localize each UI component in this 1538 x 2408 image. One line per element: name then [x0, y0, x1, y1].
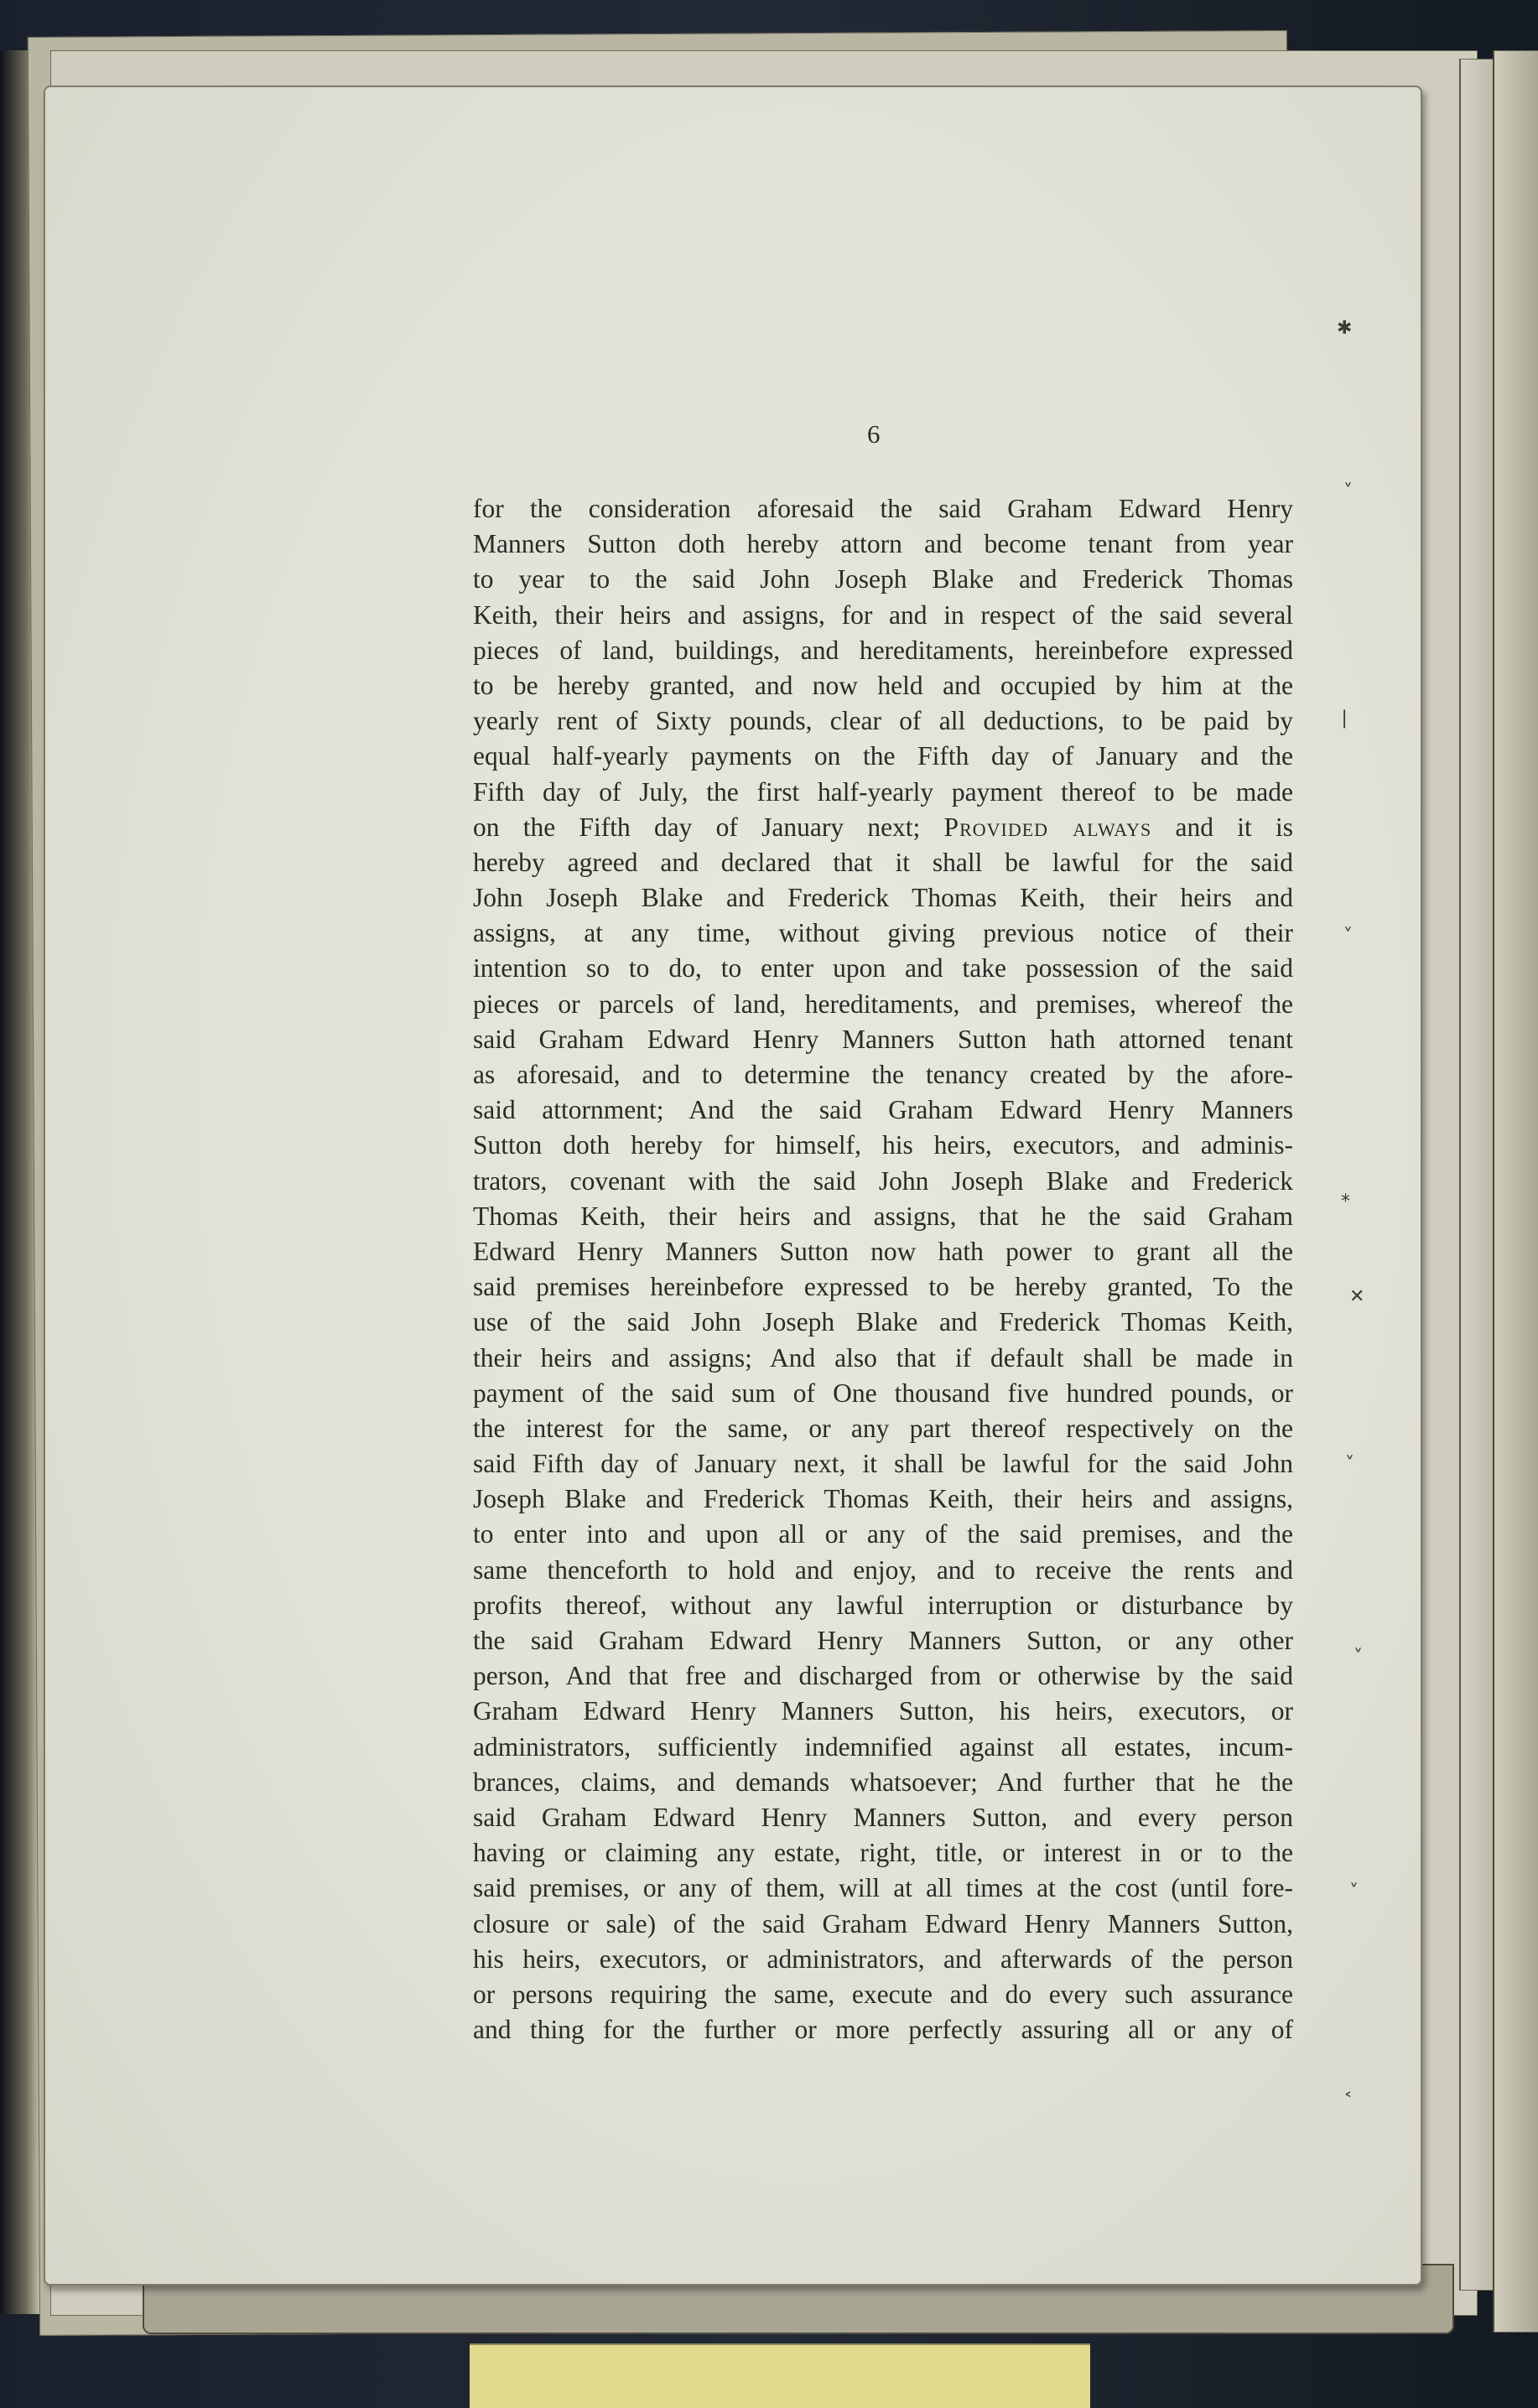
text-line: hereby agreed and declared that it shall be lawful for the said	[473, 847, 1293, 877]
text-line: or persons requiring the same, execute and do every such assurance	[473, 1979, 1293, 2009]
stitch-mark: ˅	[1354, 1647, 1363, 1668]
stitch-mark: ˅	[1345, 1454, 1354, 1475]
stitch-mark: ❘	[1337, 708, 1353, 729]
body-text	[473, 491, 1293, 2047]
text-line: Joseph Blake and Frederick Thomas Keith, their heirs and assigns,	[473, 1484, 1293, 1514]
text-line: and thing for the further or more perfectly assuring all or any of	[473, 2015, 1293, 2045]
text-line: intention so to do, to enter upon and take possession of the said	[473, 953, 1293, 983]
stitch-mark: ˂	[1343, 2091, 1353, 2112]
text-line: same thenceforth to hold and enjoy, and to receive the rents and	[473, 1554, 1293, 1585]
text-line: administrators, sufficiently indemnified against all estates, incum-	[473, 1731, 1293, 1762]
text-line: profits thereof, without any lawful interruption or disturbance by	[473, 1590, 1293, 1620]
stitch-mark: ⁎	[1341, 1186, 1350, 1207]
text-line: payment of the said sum of One thousand five hundred pounds, or	[473, 1378, 1293, 1408]
page-edges-right	[1493, 50, 1538, 2333]
text-line: equal half-yearly payments on the Fifth day of January and the	[473, 741, 1293, 771]
text-run: on the Fifth day of January next;	[473, 812, 944, 842]
small-caps-text: Provided always	[943, 812, 1152, 842]
text-line: Thomas Keith, their heirs and assigns, that he the said Graham	[473, 1201, 1293, 1231]
stitch-mark: ✱	[1337, 318, 1353, 339]
text-line: Manners Sutton doth hereby attorn and become tenant from year	[473, 529, 1293, 559]
text-line: said premises hereinbefore expressed to be hereby granted, To the	[473, 1272, 1293, 1302]
text-line: to enter into and upon all or any of the said premises, and the	[473, 1519, 1293, 1549]
text-line: Sutton doth hereby for himself, his heirs, executors, and adminis-	[473, 1130, 1293, 1160]
text-line: having or claiming any estate, right, title, or interest in or to the	[473, 1838, 1293, 1868]
text-line: yearly rent of Sixty pounds, clear of all deductions, to be paid by	[473, 706, 1293, 736]
text-line: use of the said John Joseph Blake and Frederick Thomas Keith,	[473, 1307, 1293, 1337]
text-line: assigns, at any time, without giving previous notice of their	[473, 918, 1293, 948]
yellow-paper-slip	[470, 2343, 1090, 2408]
stitch-mark: ˅	[1343, 481, 1353, 502]
stitch-mark: ✕	[1349, 1286, 1365, 1307]
text-line: Fifth day of July, the first half-yearly payment thereof to be made	[473, 776, 1293, 807]
text-line: John Joseph Blake and Frederick Thomas Keith, their heirs and	[473, 883, 1293, 913]
text-line: for the consideration aforesaid the said Graham Edward Henry	[473, 494, 1293, 523]
text-line: trators, covenant with the said John Joseph Blake and Frederick	[473, 1165, 1293, 1196]
text-line: person, And that free and discharged from or otherwise by the said	[473, 1661, 1293, 1691]
text-line: pieces or parcels of land, hereditaments, and premises, whereof the	[473, 989, 1293, 1019]
page-number: 6	[867, 419, 881, 449]
stitch-mark: ˅	[1343, 926, 1353, 947]
text-line: said premises, or any of them, will at all times at the cost (until fore-	[473, 1873, 1293, 1903]
text-line: Keith, their heirs and assigns, for and in respect of the said several	[473, 599, 1293, 630]
text-line: his heirs, executors, or administrators, and afterwards of the person	[473, 1944, 1293, 1974]
text-line: the said Graham Edward Henry Manners Sutton, or any other	[473, 1626, 1293, 1655]
text-run: and it is	[1151, 812, 1294, 842]
text-line: Edward Henry Manners Sutton now hath power to grant all the	[473, 1236, 1293, 1266]
text-line: their heirs and assigns; And also that if default shall be made in	[473, 1342, 1293, 1373]
text-line: said Graham Edward Henry Manners Sutton hath attorned tenant	[473, 1024, 1293, 1054]
text-line: to be hereby granted, and now held and occupied by him at the	[473, 670, 1293, 700]
document-page	[44, 86, 1422, 2286]
text-line: brances, claims, and demands whatsoever; And further that he the	[473, 1767, 1293, 1797]
text-line: Graham Edward Henry Manners Sutton, his heirs, executors, or	[473, 1696, 1293, 1726]
text-line: said attornment; And the said Graham Edward Henry Manners	[473, 1095, 1293, 1125]
text-line: closure or sale) of the said Graham Edward Henry Manners Sutton,	[473, 1908, 1293, 1938]
text-line	[473, 810, 1293, 845]
text-line: the interest for the same, or any part thereof respectively on the	[473, 1413, 1293, 1443]
stitch-mark: ˅	[1349, 1881, 1359, 1902]
text-line: pieces of land, buildings, and hereditaments, hereinbefore expressed	[473, 635, 1293, 665]
text-line: said Graham Edward Henry Manners Sutton, and every person	[473, 1802, 1293, 1832]
text-line: as aforesaid, and to determine the tenancy created by the afore-	[473, 1060, 1293, 1089]
text-line: to year to the said John Joseph Blake and Frederick Thomas	[473, 564, 1293, 594]
text-line: said Fifth day of January next, it shall be lawful for the said John	[473, 1449, 1293, 1479]
